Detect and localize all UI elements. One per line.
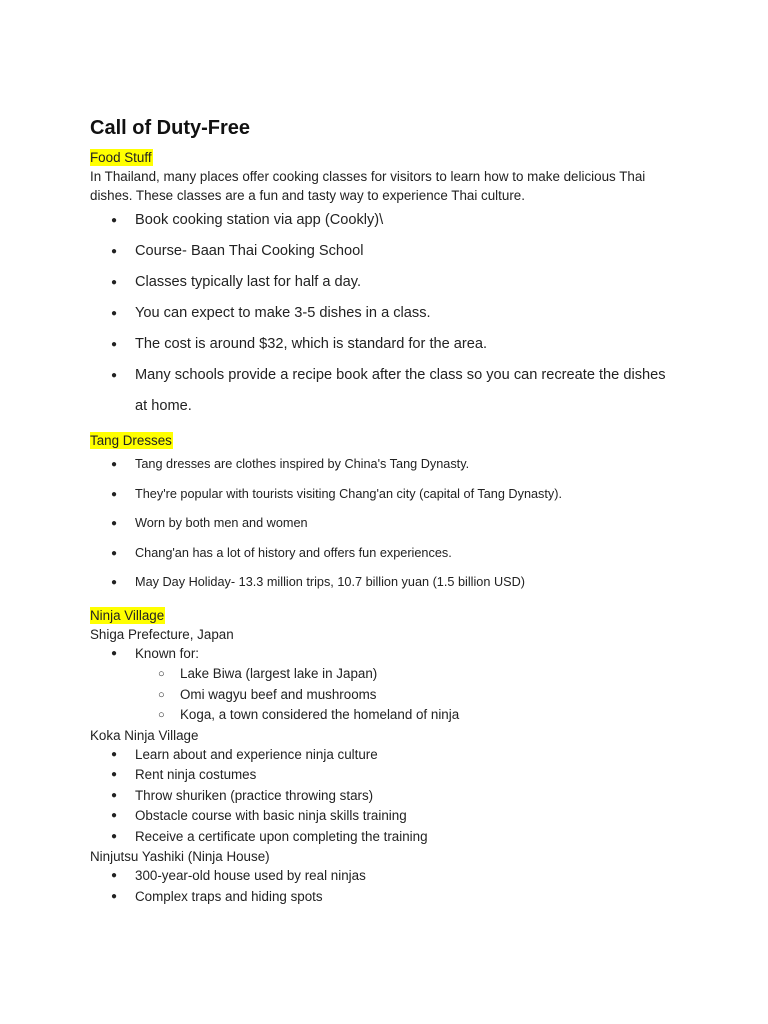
- list-item: ● You can expect to make 3-5 dishes in a class.: [90, 298, 680, 329]
- list-item: ● Learn about and experience ninja culture: [90, 745, 680, 766]
- list-item: ● Rent ninja costumes: [90, 765, 680, 786]
- section-food-stuff: [90, 149, 680, 422]
- food-intro-paragraph: In Thailand, many places offer cooking classes for visitors to learn how to make delicious Thai dishes. These classes are a fun and tasty way to experience Thai culture.: [90, 169, 646, 203]
- subheading-koka: Koka Ninja Village: [90, 727, 199, 743]
- sub-list-item: ○ Koga, a town considered the homeland of ninja: [135, 705, 680, 726]
- subheading-ninja-house: Ninjutsu Yashiki (Ninja House): [90, 849, 270, 864]
- list-item: ● May Day Holiday- 13.3 million trips, 10.7 billion yuan (1.5 billion USD): [90, 568, 680, 598]
- section-ninja-village: [90, 607, 680, 908]
- document-title: Call of Duty-Free: [90, 117, 251, 139]
- sub-list-item: ○ Omi wagyu beef and mushrooms: [135, 685, 680, 706]
- sub-list-item: ○ Lake Biwa (largest lake in Japan): [135, 664, 680, 685]
- list-item: ● Throw shuriken (practice throwing stars): [90, 786, 680, 807]
- list-item: [90, 644, 680, 726]
- list-item: ● Course- Baan Thai Cooking School: [90, 236, 680, 267]
- document-body: [90, 115, 680, 907]
- section-heading-food-stuff: Food Stuff: [90, 150, 152, 165]
- list-item: ● Obstacle course with basic ninja skills training: [90, 806, 680, 827]
- list-item: ● Complex traps and hiding spots: [90, 887, 680, 908]
- food-bullet-list: [90, 205, 680, 422]
- tang-bullet-list: [90, 450, 680, 598]
- list-item: ● Tang dresses are clothes inspired by China's Tang Dynasty.: [90, 450, 680, 480]
- list-item: ● Receive a certificate upon completing the training: [90, 827, 680, 848]
- list-item: ● Chang'an has a lot of history and offers fun experiences.: [90, 539, 680, 569]
- koka-bullet-list: [90, 745, 680, 848]
- section-tang-dresses: [90, 432, 680, 598]
- shiga-sub-list: [135, 664, 680, 726]
- subheading-shiga: Shiga Prefecture, Japan: [90, 626, 234, 642]
- shiga-bullet-list: [90, 644, 680, 726]
- section-heading-tang-dresses: Tang Dresses: [90, 433, 172, 448]
- list-item: ● Classes typically last for half a day.: [90, 267, 680, 298]
- list-item: ● 300-year-old house used by real ninjas: [90, 866, 680, 887]
- list-item: ● The cost is around $32, which is standard for the area.: [90, 329, 680, 360]
- section-heading-ninja-village: Ninja Village: [90, 607, 165, 623]
- list-item: ● Book cooking station via app (Cookly)\: [90, 205, 680, 236]
- list-item: ● Many schools provide a recipe book after the class so you can recreate the dishes at home.: [90, 360, 680, 422]
- list-item: ● Worn by both men and women: [90, 509, 680, 539]
- ninja-house-bullet-list: [90, 866, 680, 907]
- list-item: ● They're popular with tourists visiting Chang'an city (capital of Tang Dynasty).: [90, 480, 680, 510]
- known-for-label: Known for:: [135, 645, 200, 661]
